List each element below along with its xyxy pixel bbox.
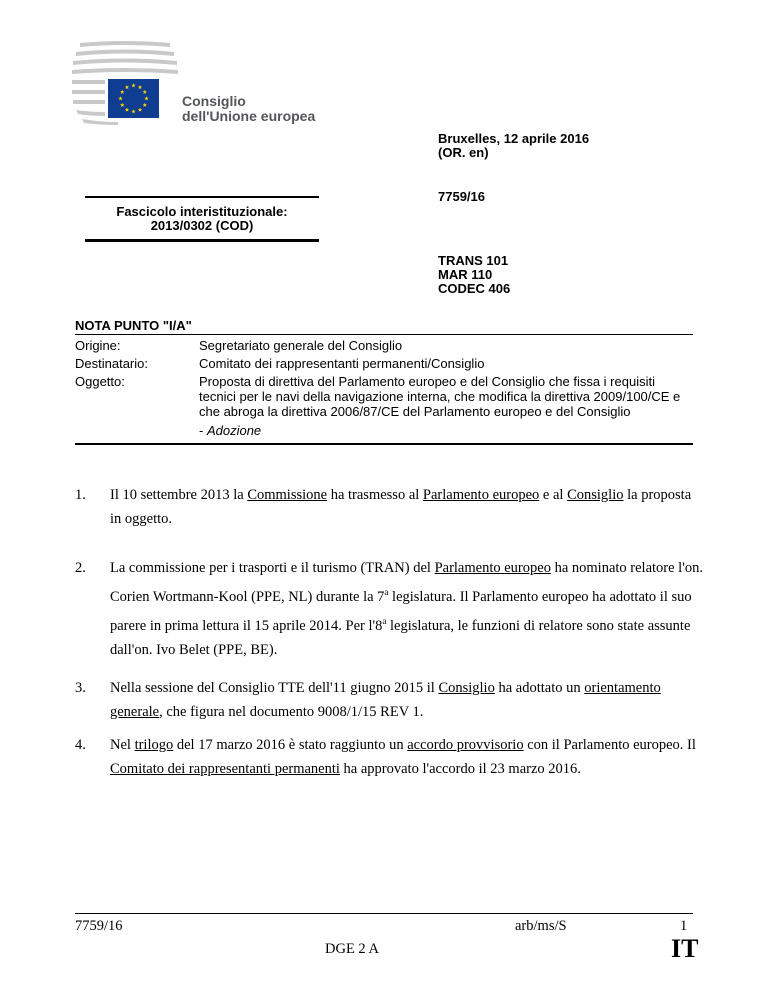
- text-run: ha nominato relatore l'on. Corien Wortmann-Kool (PPE, NL) durante la 7: [110, 560, 703, 605]
- ordinal-superscript: a: [382, 615, 387, 626]
- underlined-term: orientamento generale: [110, 680, 661, 720]
- note-row-label: Oggetto:: [75, 374, 125, 389]
- institution-name-line1: Consiglio: [182, 93, 246, 109]
- note-row-value: Segretariato generale del Consiglio: [199, 338, 403, 353]
- text-run: e al: [539, 487, 568, 503]
- underlined-term: Consiglio: [567, 487, 624, 503]
- subject-code: CODEC 406: [438, 281, 511, 296]
- note-row-origin: [75, 335, 693, 353]
- paragraph-2: [75, 556, 705, 662]
- subject-action: [199, 419, 693, 443]
- subject-action-text: Adozione: [206, 423, 262, 438]
- paragraph-3: [75, 676, 705, 724]
- text-run: ha trasmesso al: [327, 487, 423, 503]
- underlined-term: accordo provvisorio: [407, 737, 524, 753]
- text-run: Il 10 settembre 2013 la: [110, 487, 248, 503]
- text-run: , che figura nel documento 9008/1/15 REV 1.: [159, 704, 424, 720]
- text-run: Nel: [110, 737, 135, 753]
- dossier-label: Fascicolo interistituzionale:: [116, 204, 288, 219]
- text-run: del 17 marzo 2016 è stato raggiunto un: [173, 737, 408, 753]
- paragraph-4: [75, 733, 705, 781]
- text-run: legislatura. Il Parlamento europeo ha adottato il suo parere in prima lettura il 15 aprile 2014. Per l'8: [110, 588, 692, 634]
- subject-code: MAR 110: [438, 267, 493, 282]
- underlined-term: Consiglio: [438, 680, 495, 696]
- institution-name-line2: dell'Unione europea: [182, 108, 316, 124]
- paragraph-number: 3.: [75, 680, 86, 696]
- text-run: ha adottato un: [494, 680, 585, 696]
- text-run: la proposta in oggetto.: [110, 487, 692, 527]
- ordinal-superscript: a: [384, 587, 389, 597]
- subject-codes: [438, 254, 510, 296]
- dossier-code: 2013/0302 (COD): [150, 218, 254, 233]
- text-run: La commissione per i trasporti e il turismo (TRAN) del: [110, 560, 435, 576]
- text-run: legislatura, le funzioni di relatore sono state assunte dall'on. Ivo Belet (PPE, BE).: [110, 617, 691, 658]
- divider: [75, 443, 693, 445]
- footer-initials: arb/ms/S: [515, 918, 567, 934]
- underlined-term: Parlamento europeo: [422, 487, 540, 503]
- underlined-term: Commissione: [247, 487, 328, 503]
- note-title: NOTA PUNTO "I/A": [75, 318, 192, 333]
- footer-divider: [75, 913, 693, 914]
- footer-directorate: DGE 2 A: [325, 941, 379, 957]
- paragraph-text: [110, 556, 705, 662]
- note-row-recipient: [75, 353, 693, 371]
- place-date: Bruxelles, 12 aprile 2016: [438, 131, 590, 146]
- footer-doc-number: 7759/16: [75, 918, 123, 934]
- underlined-term: Parlamento europeo: [434, 560, 551, 576]
- divider: [85, 239, 319, 242]
- paragraph-number: 2.: [75, 560, 86, 576]
- paragraph-number: 1.: [75, 487, 86, 503]
- underlined-term: Comitato dei rappresentanti permanenti: [110, 761, 340, 777]
- text-run: Nella sessione del Consiglio TTE dell'11 giugno 2015 il: [110, 680, 439, 696]
- note-row-value: [199, 374, 693, 443]
- text-run: con il Parlamento europeo. Il: [523, 737, 696, 753]
- paragraph-text: [110, 483, 705, 531]
- original-language: (OR. en): [438, 145, 489, 160]
- note-table: [75, 334, 693, 445]
- council-logo: [70, 40, 180, 125]
- interinstitutional-dossier: [85, 196, 319, 242]
- note-row-value: Comitato dei rappresentanti permanenti/Consiglio: [199, 356, 485, 371]
- language-code: IT: [671, 934, 699, 963]
- note-row-label: Destinatario:: [75, 356, 148, 371]
- note-row-subject: [75, 371, 693, 443]
- subject-text: Proposta di direttiva del Parlamento europeo e del Consiglio che fissa i requisiti tecnici per le navi della navigazione interna, che modifica la direttiva 2009/100/CE e che abroga la direttiva 2006/87/CE del Parlamento europeo e del Consiglio: [199, 374, 681, 419]
- paragraph-text: [110, 676, 705, 724]
- text-run: ha approvato l'accordo il 23 marzo 2016.: [339, 761, 581, 777]
- institution-name: [182, 94, 315, 124]
- page-number: 1: [680, 918, 688, 934]
- date-block: [438, 132, 589, 160]
- document-number: 7759/16: [438, 189, 485, 204]
- subject-action-prefix: -: [199, 423, 207, 438]
- paragraph-1: [75, 483, 705, 531]
- paragraph-number: 4.: [75, 737, 86, 753]
- subject-code: TRANS 101: [438, 253, 509, 268]
- note-row-label: Origine:: [75, 338, 121, 353]
- underlined-term: trilogo: [134, 737, 174, 753]
- paragraph-text: [110, 733, 705, 781]
